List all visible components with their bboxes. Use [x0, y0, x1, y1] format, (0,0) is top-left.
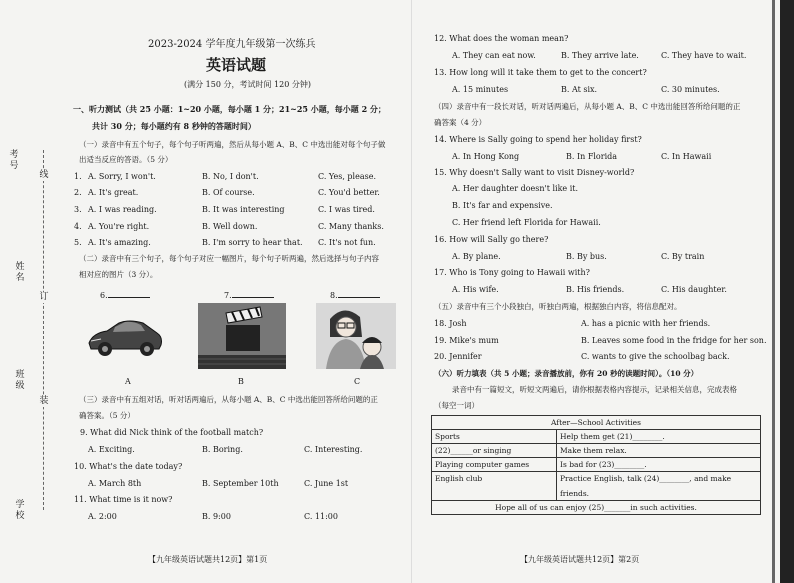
part-6-heading: （六）听力填表（共 5 小题；录音播放前，你有 20 秒的读题时间）。（10 分） — [434, 369, 699, 378]
match-19-option[interactable]: B. Leaves some food in the fridge for her son. — [581, 336, 767, 345]
option-c[interactable]: C. It's not fun. — [318, 238, 376, 247]
q10-option-c[interactable]: C. June 1st — [304, 479, 349, 488]
table-title: After—School Activities — [432, 416, 761, 430]
option-a[interactable]: A. Sorry, I won't. — [88, 172, 156, 181]
part-4-instruction: （四）录音中有一段长对话，听对话两遍后，从每小题 A、B、C 中选出能回答所给问题的正 — [434, 102, 741, 111]
q12-option-c[interactable]: C. They have to wait. — [661, 51, 747, 60]
page-2-footer: 【九年级英语试题共12页】第2页 — [520, 555, 640, 564]
option-c[interactable]: C. I was tired. — [318, 205, 375, 214]
blank-7[interactable]: 7. — [224, 289, 274, 301]
option-b[interactable]: B. Well down. — [202, 222, 258, 231]
q12-option-a[interactable]: A. They can eat now. — [452, 51, 536, 60]
picture-a-car — [85, 303, 165, 369]
q9-option-b[interactable]: B. Boring. — [202, 445, 243, 454]
q9-option-c[interactable]: C. Interesting. — [304, 445, 363, 454]
part-6-instruction: 录音中有一篇短文，听短文两遍后，请你根据表格内容提示，记录相关信息，完成表格 — [452, 385, 737, 394]
question-11: 11. What time is it now? — [74, 495, 173, 504]
q16-option-a[interactable]: A. By plane. — [452, 252, 501, 261]
binding-margin — [0, 0, 60, 583]
q14-option-c[interactable]: C. In Hawaii — [661, 152, 712, 161]
line-label: 线 — [39, 170, 49, 180]
school-label: 学校 — [15, 500, 25, 521]
option-a[interactable]: A. I was reading. — [88, 205, 157, 214]
q11-option-b[interactable]: B. 9:00 — [202, 512, 231, 521]
table-cell: English club — [432, 472, 557, 501]
name-label: 姓名 — [15, 262, 25, 283]
car-icon — [85, 303, 165, 369]
table-cell-blank-24[interactable]: Practice English, talk (24)________, and make friends. — [557, 472, 761, 501]
table-cell-blank-21[interactable]: Help them get (21)________. — [557, 430, 761, 444]
picture-b-label: B — [238, 377, 244, 386]
table-row — [432, 430, 761, 444]
exam-subtitle: (满分 150 分，考试时间 120 分钟) — [184, 80, 311, 89]
q12-option-b[interactable]: B. They arrive late. — [561, 51, 639, 60]
question-15: 15. Why doesn't Sally want to visit Disney-world? — [434, 168, 635, 177]
q9-option-a[interactable]: A. Exciting. — [88, 445, 135, 454]
table-row — [432, 501, 761, 515]
option-a[interactable]: A. It's amazing. — [88, 238, 151, 247]
option-b[interactable]: B. It was interesting — [202, 205, 285, 214]
clapperboard-icon — [198, 303, 286, 369]
q10-option-a[interactable]: A. March 8th — [88, 479, 142, 488]
q14-option-a[interactable]: A. In Hong Kong — [452, 152, 520, 161]
table-row — [432, 472, 761, 501]
question-12: 12. What does the woman mean? — [434, 34, 569, 43]
option-c[interactable]: C. Many thanks. — [318, 222, 384, 231]
q11-option-c[interactable]: C. 11:00 — [304, 512, 338, 521]
bind-label: 订 — [39, 292, 49, 302]
table-row — [432, 416, 761, 430]
picture-b-clapperboard — [198, 303, 286, 369]
option-b[interactable]: B. I'm sorry to hear that. — [202, 238, 303, 247]
people-icon — [316, 303, 396, 369]
q13-option-c[interactable]: C. 30 minutes. — [661, 85, 720, 94]
q10-option-b[interactable]: B. September 10th — [202, 479, 279, 488]
option-b[interactable]: B. No, I don't. — [202, 172, 259, 181]
scan-edge-dark — [780, 0, 794, 583]
q11-option-a[interactable]: A. 2:00 — [88, 512, 117, 521]
question-17: 17. Who is Tony going to Hawaii with? — [434, 268, 590, 277]
question-10: 10. What's the date today? — [74, 462, 183, 471]
table-cell: Make them relax. — [557, 444, 761, 458]
exam-top-title: 2023-2024 学年度九年级第一次练兵 — [148, 39, 316, 50]
q16-option-b[interactable]: B. By bus. — [566, 252, 607, 261]
picture-c-label: C — [354, 377, 361, 386]
page-fold — [411, 0, 412, 583]
exam-main-title: 英语试题 — [206, 56, 267, 74]
q15-option-c[interactable]: C. Her friend left Florida for Hawaii. — [452, 218, 601, 227]
q16-option-c[interactable]: C. By train — [661, 252, 705, 261]
table-cell-blank-23[interactable]: Is bad for (23)________. — [557, 458, 761, 472]
part-1-instruction: （一）录音中有五个句子，每个句子听两遍，然后从每小题 A、B、C 中选出能对每个句子做 — [79, 140, 386, 149]
q17-option-c[interactable]: C. His daughter. — [661, 285, 727, 294]
part-2-instruction: （二）录音中有三个句子，每个句子对应一幅图片，每个句子听两遍，然后选择与句子内容 — [79, 254, 379, 263]
table-cell-blank-25[interactable]: Hope all of us can enjoy (25)_______in such activities. — [432, 501, 761, 515]
option-a[interactable]: A. It's great. — [88, 188, 139, 197]
match-18-option[interactable]: A. has a picnic with her friends. — [581, 319, 711, 328]
q13-option-b[interactable]: B. At six. — [561, 85, 598, 94]
option-c[interactable]: C. Yes, please. — [318, 172, 376, 181]
table-cell: Playing computer games — [432, 458, 557, 472]
match-20-option[interactable]: C. wants to give the schoolbag back. — [581, 352, 730, 361]
part-3-instruction: （三）录音中有五组对话，听对话两遍后，从每小题 A、B、C 中选出能回答所给问题的正 — [79, 395, 378, 404]
part-1-instruction-b: 出适当反应的答语。（5 分） — [79, 155, 173, 164]
q17-option-a[interactable]: A. His wife. — [452, 285, 499, 294]
q14-option-b[interactable]: B. In Florida — [566, 152, 618, 161]
blank-6[interactable]: 6. — [100, 289, 150, 301]
match-18: 18. Josh — [434, 319, 467, 328]
exam-number-label: 考号 — [9, 150, 19, 171]
part-3-instruction-b: 确答案。（5 分） — [79, 411, 135, 420]
option-c[interactable]: C. You'd better. — [318, 188, 380, 197]
option-b[interactable]: B. Of course. — [202, 188, 255, 197]
seal-label: 装 — [39, 396, 49, 406]
page-1-footer: 【九年级英语试题共12页】第1页 — [148, 555, 268, 564]
q15-option-a[interactable]: A. Her daughter doesn't like it. — [452, 184, 579, 193]
option-a[interactable]: A. You're right. — [88, 222, 150, 231]
blank-8[interactable]: 8. — [330, 289, 380, 301]
table-cell-blank-22[interactable]: (22)______or singing — [432, 444, 557, 458]
activities-table — [431, 415, 761, 515]
question-16: 16. How will Sally go there? — [434, 235, 549, 244]
q13-option-a[interactable]: A. 15 minutes — [452, 85, 509, 94]
question-9: 9. What did Nick think of the football match? — [80, 428, 264, 437]
part-5-instruction: （五）录音中有三个小段独白，听独白两遍，根据独白内容，将信息配对。 — [434, 302, 682, 311]
section-1-heading: 一、听力测试（共 25 小题：1~20 小题，每小题 1 分；21~25 小题，每小题 2 分； — [73, 104, 386, 114]
question-13: 13. How long will it take them to get to the concert? — [434, 68, 647, 77]
match-20: 20. Jennifer — [434, 352, 482, 361]
picture-a-label: A — [125, 377, 131, 386]
scan-edge — [772, 0, 775, 583]
section-1-heading-b: 共计 30 分；每小题约有 8 秒钟的答题时间） — [92, 121, 256, 131]
q17-option-b[interactable]: B. His friends. — [566, 285, 625, 294]
part-2-instruction-b: 相对应的图片（3 分）。 — [79, 270, 158, 279]
match-19: 19. Mike's mum — [434, 336, 499, 345]
table-cell: Sports — [432, 430, 557, 444]
part-6-instruction-b: （每空一词） — [434, 401, 479, 410]
question-14: 14. Where is Sally going to spend her holiday first? — [434, 135, 642, 144]
picture-c-mother-child — [316, 303, 396, 369]
table-row — [432, 458, 761, 472]
table-row — [432, 444, 761, 458]
q15-option-b[interactable]: B. It's far and expensive. — [452, 201, 553, 210]
class-label: 班级 — [15, 370, 25, 391]
part-4-instruction-b: 确答案（4 分） — [434, 118, 487, 127]
cut-line — [43, 150, 44, 510]
